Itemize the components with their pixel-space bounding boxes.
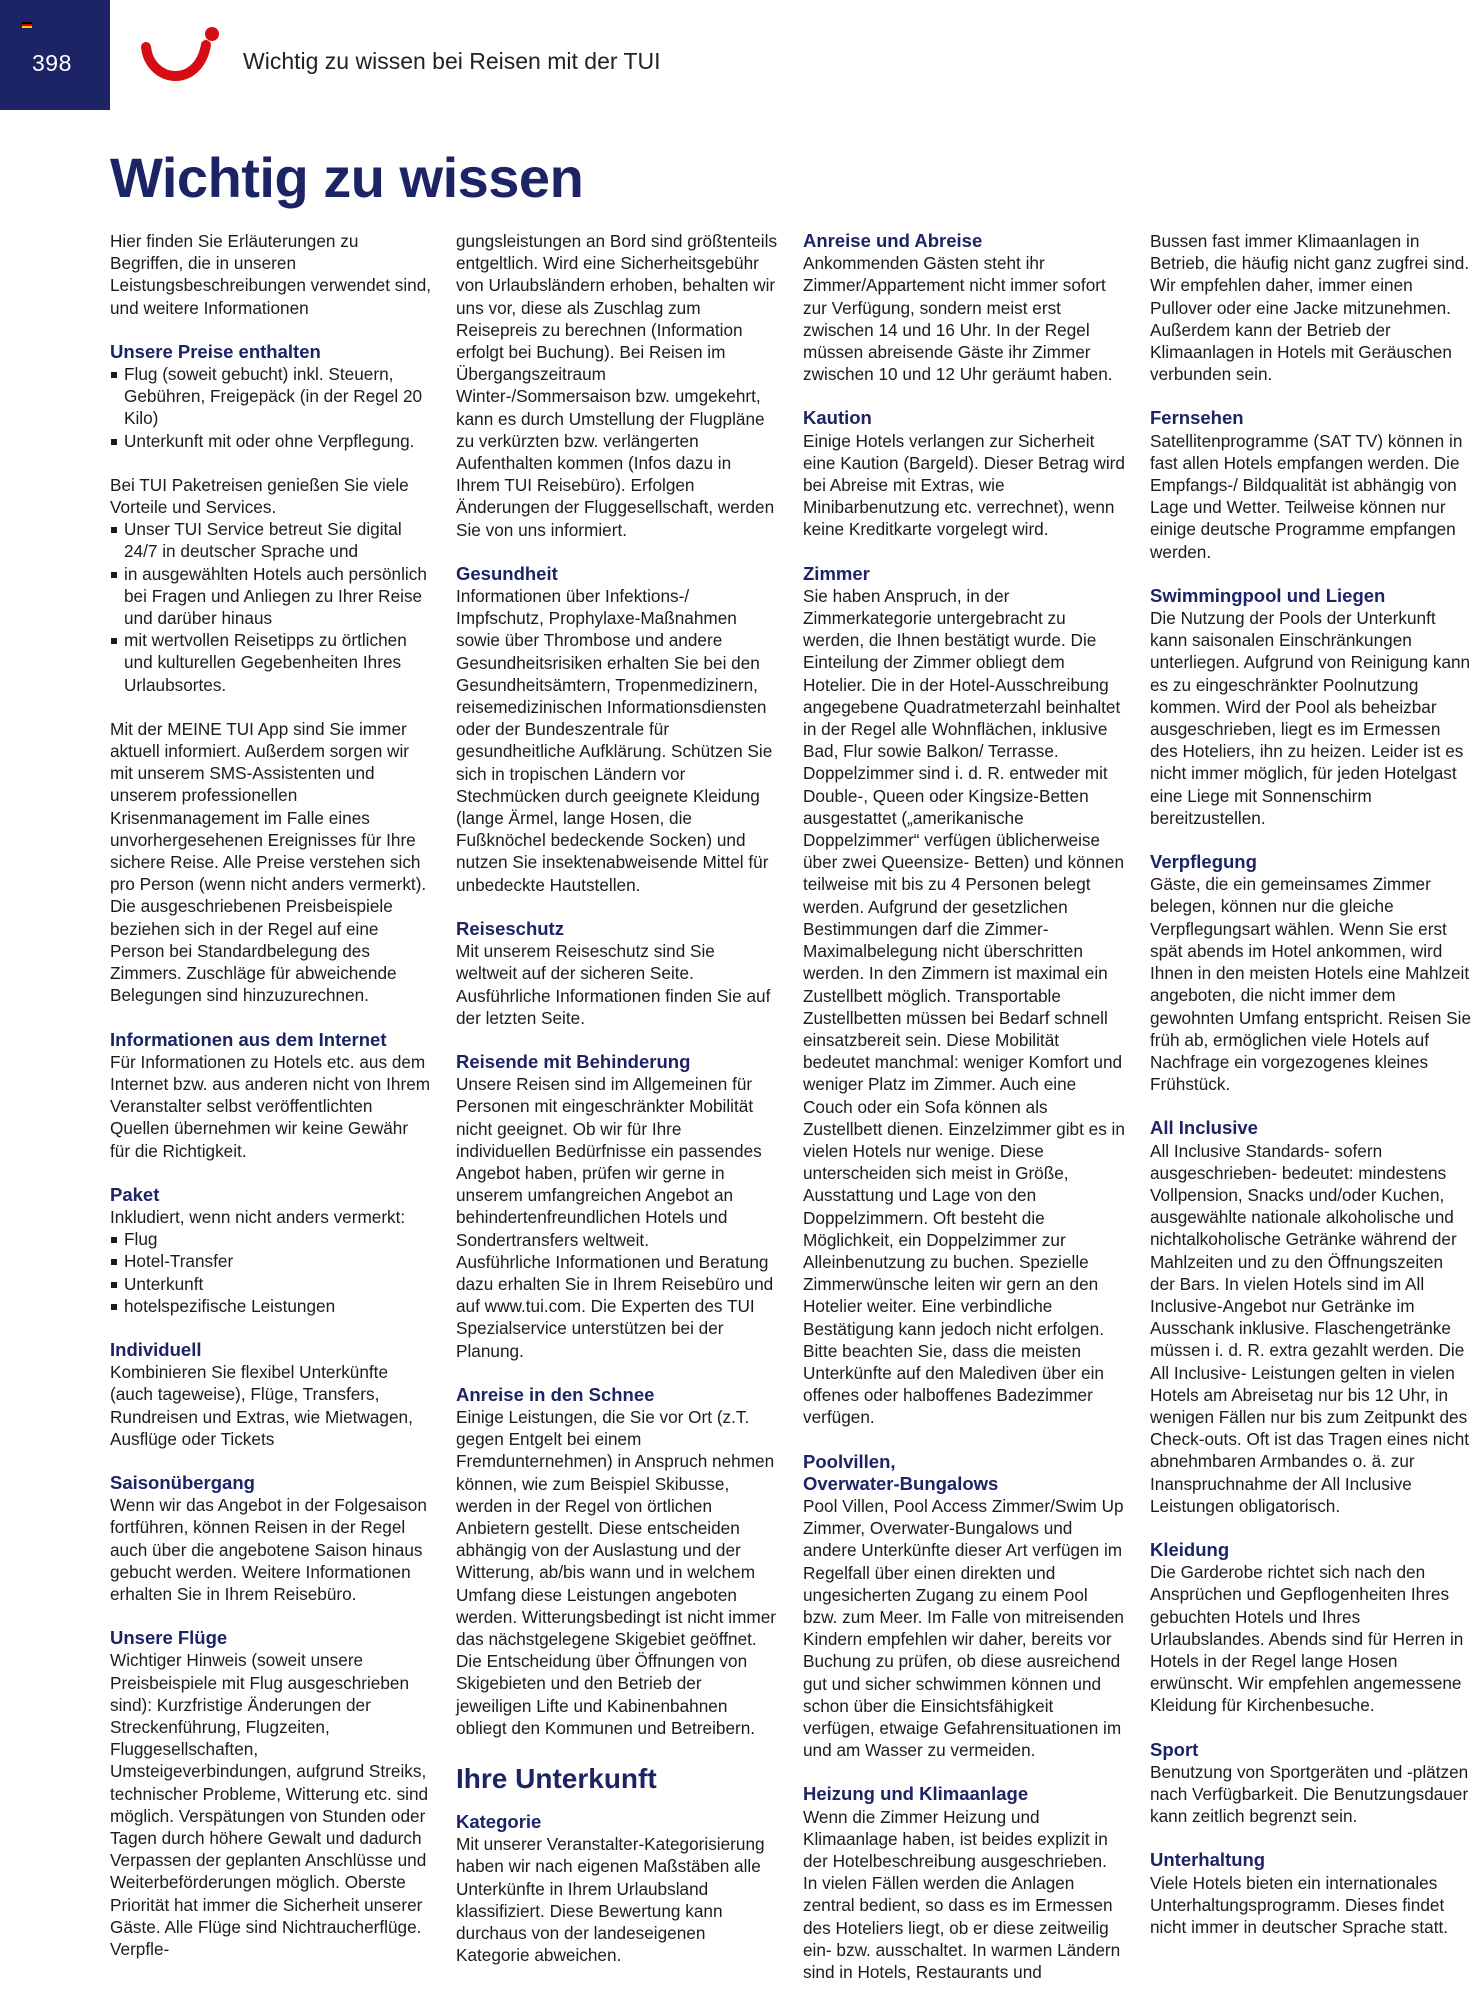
text-column-1: [110, 230, 432, 1960]
paket-services-list: [110, 518, 432, 696]
section-heading-zimmer: Zimmer: [803, 562, 870, 584]
internet-paragraph: Für Informationen zu Hotels etc. aus dem Internet bzw. aus anderen nicht von Ihrem Veranstalter selbst veröffentlichten Quellen übernehmen wir keine Gewähr für die Richtigkeit.: [110, 1051, 431, 1161]
individuell-paragraph: Kombinieren Sie flexibel Unterkünfte (auch tageweise), Flüge, Transfers, Rundreisen und Extras, wie Mietwagen, Ausflüge oder Tickets: [110, 1362, 413, 1449]
section-heading-heizung: Heizung und Klimaanlage: [803, 1783, 1029, 1805]
tui-smile-logo: [140, 25, 224, 93]
app-paragraph: Mit der MEINE TUI App sind Sie immer aktuell informiert. Außerdem sorgen wir mit unserem SMS-Assistenten und unserem professionellen Krisenmanagement im Falle eines unvorhergesehenen Ereignisses für Ihre sichere Reise. Alle Preise verstehen sich pro Person (wenn nicht anders vermerkt). Die ausgeschriebenen Preisbeispiele beziehen sich in der Regel auf eine Person bei Standardbelegung des Zimmers. Zuschläge für abweichende Belegungen sind hinzuzurechnen.: [110, 718, 427, 1006]
poolvillen-paragraph: Pool Villen, Pool Access Zimmer/Swim Up Zimmer, Overwater-Bungalows und andere Unterkünfte dieser Art verfügen im Regelfall über einen direkten und ungesicherten Zugang zu einem Pool bzw. zum Meer. Im Falle von mitreisenden Kindern empfehlen wir daher, bereits vor Buchung zu prüfen, ob diese ausreichend gut und sicher schwimmen können und schon über die Einsichtsfähigkeit verfügen, etwaige Gefahrensituationen im und am Wasser zu vermeiden.: [803, 1495, 1124, 1761]
section-heading-poolvillen: Poolvillen,: [803, 1450, 896, 1472]
heizung-paragraph: Wenn die Zimmer Heizung und Klimaanlage haben, ist beides explizit in der Hotelbeschreibung ausgeschrieben. In vielen Fällen werden die Anlagen zentral bedient, so dass es im Ermessen des Hoteliers liegt, ob er diese zeitweilig ein- bzw. ausschaltet. In warmen Ländern sind in Hotels, Restaurants und: [803, 1806, 1121, 1983]
list-item: Flug: [110, 1228, 432, 1250]
page-number-tab: [0, 0, 110, 110]
sport-paragraph: Benutzung von Sportgeräten und -plätzen nach Verfügbarkeit. Die Benutzungsdauer kann zeitlich begrenzt sein.: [1150, 1761, 1469, 1827]
section-heading-fluege: Unsere Flüge: [110, 1627, 228, 1649]
list-item: Unterkunft mit oder ohne Verpflegung.: [110, 430, 432, 452]
kaution-paragraph: Einige Hotels verlangen zur Sicherheit eine Kaution (Bargeld). Dieser Betrag wird bei Abreise mit Extras, wie Minibarbenutzung etc. verrechnet), wenn keine Kreditkarte vorgelegt wird.: [803, 430, 1125, 540]
section-heading-pool: Swimmingpool und Liegen: [1150, 584, 1386, 606]
header-title: Wichtig zu wissen bei Reisen mit der TUI: [243, 48, 661, 74]
allinclusive-paragraph: All Inclusive Standards- sofern ausgeschrieben- bedeutet: mindestens Vollpension, Snacks und/oder Kuchen, ausgewählte nationale alkoholische und nichtalkoholische Getränke während der Mahlzeiten und zu den Öffnungszeiten der Bars. In vielen Hotels sind im All Inclusive-Angebot nur Getränke im Ausschank inklusive. Flaschengetränke müssen i. d. R. extra gezahlt werden. Die All Inclusive- Leistungen gelten in vielen Hotels am Abreisetag nur bis 12 Uhr, in wenigen Fällen nur bis zum Zeitpunkt des Check-outs. Oft ist das Tragen eines nicht abnehmbaren Armbandes o. ä. zur Inanspruchnahme der All Inclusive Leistungen obligatorisch.: [1150, 1140, 1470, 1516]
list-item: in ausgewählten Hotels auch persönlich bei Fragen und Anliegen zu Ihrer Reise und darüber hinaus: [110, 563, 432, 630]
behinderung-paragraph-2: Ausführliche Informationen und Beratung dazu erhalten Sie in Ihrem Reisebüro und auf www.tui.com. Die Experten des TUI Spezialservice unterstützen bei der Planung.: [456, 1251, 774, 1361]
kleidung-paragraph: Die Garderobe richtet sich nach den Ansprüchen und Gepflogenheiten Ihres gebuchten Hotels und Ihres Urlaubslandes. Abends sind für Herren in Hotels in der Regel lange Hosen erwünscht. Wir empfehlen angemessene Kleidung für Kirchenbesuche.: [1150, 1562, 1464, 1716]
section-heading-reiseschutz: Reiseschutz: [456, 917, 564, 939]
section-heading-verpflegung: Verpflegung: [1150, 851, 1257, 873]
section-heading-gesundheit: Gesundheit: [456, 562, 558, 584]
section-heading-anreise: Anreise und Abreise: [803, 230, 983, 251]
section-heading-kleidung: Kleidung: [1150, 1538, 1230, 1560]
list-item: mit wertvollen Reisetipps zu örtlichen und kulturellen Gegebenheiten Ihres Urlaubsortes.: [110, 629, 432, 696]
fernsehen-paragraph: Satellitenprogramme (SAT TV) können in fast allen Hotels empfangen werden. Die Empfangs-/ Bildqualität ist abhängig von Lage und Wetter. Teilweise können nur einige deutsche Programme empfangen werden.: [1150, 430, 1463, 562]
reiseschutz-paragraph: Mit unserem Reiseschutz sind Sie weltweit auf der sicheren Seite. Ausführliche Informationen finden Sie auf der letzten Seite.: [456, 941, 771, 1028]
verpflegung-paragraph: Gäste, die ein gemeinsames Zimmer belegen, können nur die gleiche Verpflegungsart wählen. Wenn Sie erst spät abends im Hotel ankommen, wird Ihnen in den meisten Hotels eine Mahlzeit angeboten, die nicht immer dem gewohnten Umfang entspricht. Reisen Sie früh ab, ermöglichen viele Hotels auf Nachfrage ein vorgezogenes kleines Frühstück.: [1150, 874, 1472, 1095]
section-heading-unterhaltung: Unterhaltung: [1150, 1849, 1266, 1871]
german-flag-icon: [22, 22, 32, 28]
list-item: Unterkunft: [110, 1273, 432, 1295]
section-heading-individuell: Individuell: [110, 1338, 202, 1360]
fluege-continued-paragraph: gungsleistungen an Bord sind größtenteils entgeltlich. Wird eine Sicherheitsgebühr von Urlaubsländern erhoben, behalten wir uns vor, diese als Zuschlag zum Reisepreis zu berechnen (Information erfolgt bei Buchung). Bei Reisen im Übergangszeitraum Winter-/Sommersaison bzw. umgekehrt, kann es durch Umstellung der Flugpläne zu verkürzten bzw. verlängerten Aufenthalten kommen (Infos dazu in Ihrem TUI Reisebüro). Erfolgen Änderungen der Fluggesellschaft, werden Sie von uns informiert.: [456, 231, 778, 540]
heizung-continued-paragraph: Bussen fast immer Klimaanlagen in Betrieb, die häufig nicht ganz zugfrei sind. Wir empfehlen daher, immer einen Pullover oder eine Jacke mitzunehmen. Außerdem kann der Betrieb der Klimaanlagen in Hotels mit Geräuschen verbunden sein.: [1150, 231, 1470, 385]
fluege-paragraph: Wichtiger Hinweis (soweit unsere Preisbeispiele mit Flug ausgeschrieben sind): Kurzfristige Änderungen der Streckenführung, Flugzeiten, Fluggesellschaften, Umsteigeverbindungen, aufgrund Streiks, technischer Probleme, Witterung etc. sind möglich. Verspätungen von Stunden oder Tagen durch höhere Gewalt und dadurch Verpassen der geplanten Anschlüsse und Weiterbeförderungen möglich. Oberste Priorität hat immer die Sicherheit unserer Gäste. Alle Flüge sind Nichtraucherflüge. Verpfle-: [110, 1650, 429, 1960]
zimmer-paragraph: Sie haben Anspruch, in der Zimmerkategorie untergebracht zu werden, die Ihnen bestätigt wurde. Die Einteilung der Zimmer obliegt dem Hotelier. Die in der Hotel-Ausschreibung angegebene Quadratmeterzahl beinhaltet in der Regel alle Wohnflächen, inklusive Bad, Flur sowie Balkon/ Terrasse. Doppelzimmer sind i. d. R. entweder mit Double-, Queen oder Kingsize-Betten ausgestattet („amerikanische Doppelzimmer“ verfügen üblicherweise über zwei Queensize- Betten) und können teilweise mit bis zu 4 Personen belegt werden. Aufgrund der gesetzlichen Bestimmungen darf die Zimmer-Maximalbelegung nicht überschritten werden. In den Zimmern ist maximal ein Zustellbett möglich. Transportable Zustellbetten müssen bei Bedarf schnell einsatzbereit sein. Diese Mobilität bedeutet manchmal: weniger Komfort und weniger Platz im Zimmer. Auch eine Couch oder ein Sofa können als Zustellbett dienen. Einzelzimmer gibt es in vielen Hotels nur wenige. Diese unterscheiden sich meist in Größe, Ausstattung und Lage von den Doppelzimmern. Oft besteht die Möglichkeit, ein Doppelzimmer zur Alleinbenutzung zu buchen. Spezielle Zimmerwünsche leiten wir gern an den Hotelier weiter. Eine verbindliche Bestätigung kann jedoch nicht erfolgen. Bitte beachten Sie, dass die meisten Unterkünfte auf den Malediven über ein offenes oder halboffenes Badezimmer verfügen.: [803, 585, 1125, 1428]
saison-paragraph: Wenn wir das Angebot in der Folgesaison fortführen, können Reisen in der Regel auch über die angebotene Saison hinaus gebucht werden. Weitere Informationen erhalten Sie in Ihrem Reisebüro.: [110, 1495, 427, 1604]
behinderung-paragraph-1: Unsere Reisen sind im Allgemeinen für Personen mit eingeschränkter Mobilität nicht geeignet. Ob wir für Ihre individuellen Bedürfnisse ein passendes Angebot haben, prüfen wir gerne in unserem umfangreichen Angebot an behindertenfreundlichen Hotels und Sondertransfers weltweit.: [456, 1074, 762, 1250]
page-title: Wichtig zu wissen: [110, 146, 584, 209]
section-heading-kaution: Kaution: [803, 407, 872, 429]
section-heading-internet: Informationen aus dem Internet: [110, 1028, 387, 1050]
section-heading-behinderung: Reisende mit Behinderung: [456, 1050, 691, 1072]
list-item: Hotel-Transfer: [110, 1250, 432, 1272]
section-heading-paket: Paket: [110, 1183, 160, 1205]
intro-paragraph: Hier finden Sie Erläuterungen zu Begriffen, die in unseren Leistungsbeschreibungen verwendet sind, und weitere Informationen: [110, 231, 432, 318]
list-item: hotelspezifische Leistungen: [110, 1295, 432, 1317]
paket-paragraph: Inkludiert, wenn nicht anders vermerkt:: [110, 1206, 406, 1227]
section-heading-allinclusive: All Inclusive: [1150, 1117, 1258, 1139]
schnee-paragraph: Einige Leistungen, die Sie vor Ort (z.T. gegen Entgelt bei einem Fremdunternehmen) in Anspruch nehmen können, wie zum Beispiel Skibusse, werden in der Regel von örtlichen Anbietern gestellt. Diese entscheiden abhängig von der Auslastung und der Witterung, ab/bis wann und in welchem Umfang diese Leistungen angeboten werden. Witterungsbedingt ist nicht immer das nächstgelegene Skigebiet geöffnet. Die Entscheidung über Öffnungen von Skigebieten und den Betrieb der jeweiligen Lifte und Kabinenbahnen obliegt den Kommunen und Betreibern.: [456, 1406, 777, 1738]
list-item: Unser TUI Service betreut Sie digital 24/7 in deutscher Sprache und: [110, 518, 432, 562]
anreise-paragraph: Ankommenden Gästen steht ihr Zimmer/Appartement nicht immer sofort zur Verfügung, sondern meist erst zwischen 14 und 16 Uhr. In der Regel müssen abreisende Gäste ihr Zimmer zwischen 10 und 12 Uhr geräumt haben.: [803, 253, 1113, 385]
unterhaltung-paragraph: Viele Hotels bieten ein internationales Unterhaltungsprogramm. Dieses findet nicht immer in deutscher Sprache statt.: [1150, 1872, 1449, 1938]
section-heading-schnee: Anreise in den Schnee: [456, 1383, 655, 1405]
section-heading-saison: Saisonübergang: [110, 1471, 255, 1493]
list-item: Flug (soweit gebucht) inkl. Steuern, Gebühren, Freigepäck (in der Regel 20 Kilo): [110, 363, 432, 430]
text-column-4: [1150, 230, 1472, 1938]
paket-list: [110, 1228, 432, 1317]
section-heading-preise: Unsere Preise enthalten: [110, 340, 321, 362]
gesundheit-paragraph: Informationen über Infektions-/ Impfschutz, Prophylaxe-Maßnahmen sowie über Thrombose und andere Gesundheitsrisiken erhalten Sie bei den Gesundheitsämtern, Tropenmedizinern, reisemedizinischen Informationsdiensten oder der Bundeszentrale für gesundheitliche Aufklärung. Schützen Sie sich in tropischen Ländern vor Stechmücken durch geeignete Kleidung (lange Ärmel, lange Hosen, die Fußknöchel bedeckende Socken) und nutzen Sie insektenabweisende Mittel für unbedeckte Hautstellen.: [456, 586, 773, 895]
kategorie-paragraph: Mit unserer Veranstalter-Kategorisierung haben wir nach eigenen Maßstäben alle Unterkünfte in Ihrem Urlaubsland klassifiziert. Diese Bewertung kann durchaus von der landeseigenen Kategorie abweichen.: [456, 1834, 765, 1966]
text-column-2: [456, 230, 778, 1966]
section-heading-kategorie: Kategorie: [456, 1811, 542, 1832]
paket-intro: Bei TUI Paketreisen genießen Sie viele Vorteile und Services.: [110, 474, 409, 518]
preise-list: [110, 363, 432, 452]
section-heading-fernsehen: Fernsehen: [1150, 407, 1244, 429]
section-heading-sport: Sport: [1150, 1738, 1199, 1760]
page-number: 398: [32, 50, 72, 76]
pool-paragraph: Die Nutzung der Pools der Unterkunft kann saisonalen Einschränkungen unterliegen. Aufgrund von Reinigung kann es zu eingeschränkter Poolnutzung kommen. Wird der Pool als beheizbar ausgeschrieben, liegt es im Ermessen des Hoteliers, ihn zu heizen. Leider ist es nicht immer möglich, für jeden Hotelgast eine Liege mit Sonnenschirm bereitzustellen.: [1150, 608, 1471, 828]
text-column-3: [803, 230, 1125, 1983]
section-heading-overwater: Overwater-Bungalows: [803, 1472, 999, 1494]
section-title-unterkunft: Ihre Unterkunft: [456, 1763, 657, 1794]
